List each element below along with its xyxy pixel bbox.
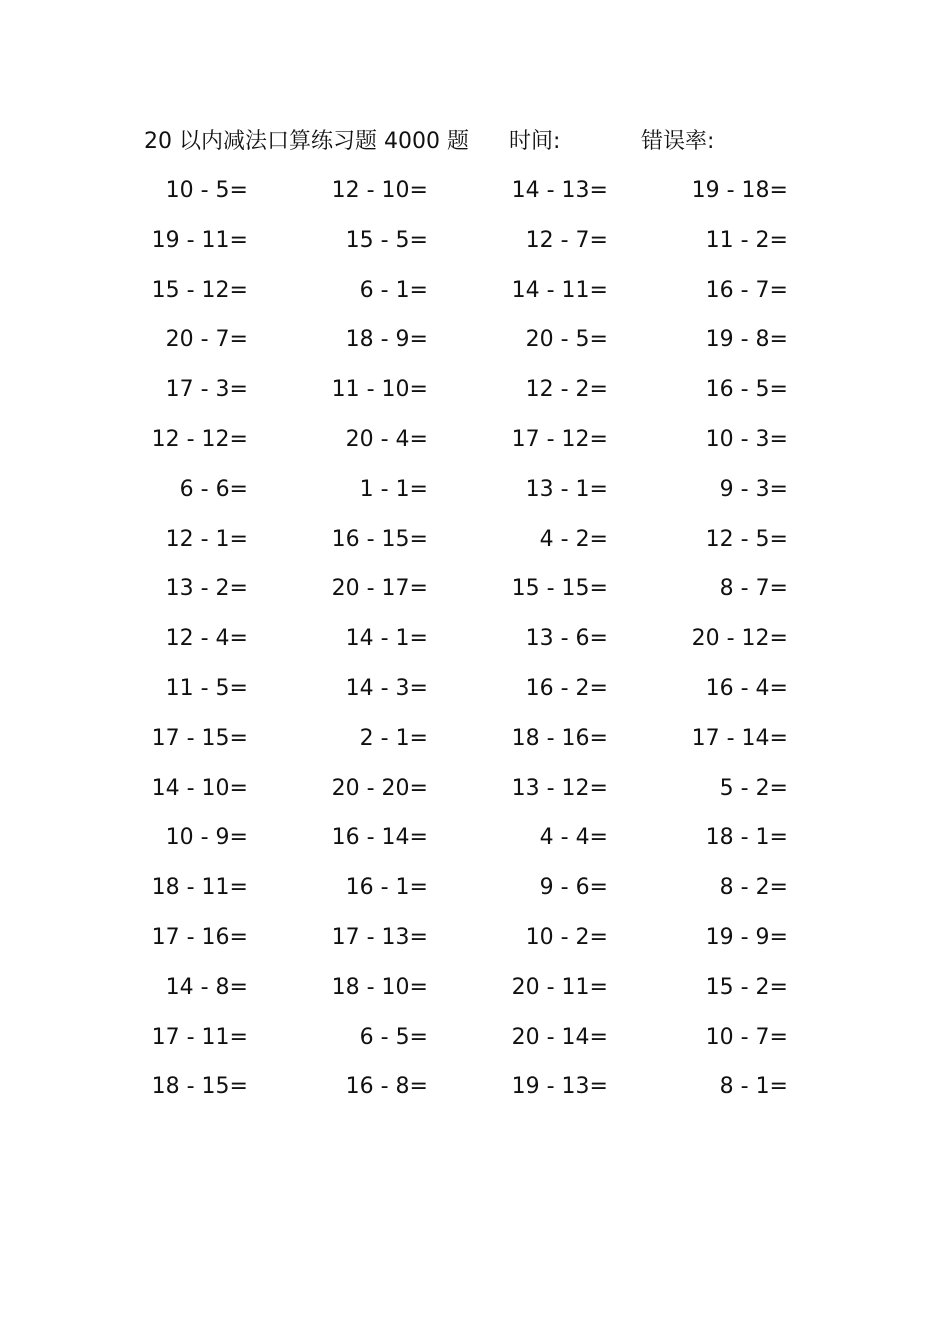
problem-item: 5 - 2=	[719, 775, 788, 801]
problem-item: 10 - 9=	[165, 825, 248, 851]
problem-item: 16 - 2=	[525, 675, 608, 701]
problem-row	[140, 422, 800, 472]
problem-item: 13 - 1=	[525, 476, 608, 502]
problem-item: 17 - 13=	[331, 924, 428, 950]
time-label: 时间:	[509, 129, 561, 154]
problem-row	[140, 671, 800, 721]
problem-item: 20 - 14=	[511, 1024, 608, 1050]
problem-row	[140, 621, 800, 671]
problem-item: 14 - 3=	[345, 675, 428, 701]
problem-item: 14 - 13=	[511, 178, 608, 203]
problem-item: 6 - 1=	[359, 277, 428, 303]
problem-item: 18 - 1=	[705, 825, 788, 851]
problem-item: 8 - 7=	[719, 576, 788, 602]
problem-item: 17 - 3=	[165, 377, 248, 403]
problem-item: 18 - 11=	[151, 875, 248, 901]
problem-item: 14 - 1=	[345, 626, 428, 652]
problem-item: 16 - 15=	[331, 526, 428, 552]
problem-item: 16 - 14=	[331, 825, 428, 851]
problem-row	[140, 322, 800, 372]
problem-item: 14 - 11=	[511, 277, 608, 303]
problem-item: 2 - 1=	[359, 725, 428, 751]
problem-item: 19 - 8=	[705, 327, 788, 353]
problem-row	[140, 820, 800, 870]
problem-item: 10 - 2=	[525, 924, 608, 950]
problem-item: 8 - 2=	[719, 875, 788, 901]
problem-item: 13 - 6=	[525, 626, 608, 652]
problem-item: 4 - 2=	[539, 526, 608, 552]
problem-row	[140, 273, 800, 323]
problem-item: 8 - 1=	[719, 1074, 788, 1100]
problem-item: 20 - 7=	[165, 327, 248, 353]
problem-item: 10 - 3=	[705, 426, 788, 452]
problem-item: 1 - 1=	[359, 476, 428, 502]
problem-item: 20 - 17=	[331, 576, 428, 602]
problem-item: 17 - 15=	[151, 725, 248, 751]
problem-item: 12 - 5=	[705, 526, 788, 552]
problem-item: 12 - 1=	[165, 526, 248, 552]
problem-item: 16 - 8=	[345, 1074, 428, 1100]
problem-item: 19 - 9=	[705, 924, 788, 950]
error-rate-label: 错误率:	[641, 129, 715, 154]
problem-item: 20 - 11=	[511, 974, 608, 1000]
problem-item: 18 - 16=	[511, 725, 608, 751]
problem-item: 19 - 18=	[691, 178, 788, 203]
problem-item: 6 - 5=	[359, 1024, 428, 1050]
problem-item: 15 - 2=	[705, 974, 788, 1000]
worksheet-title: 20 以内减法口算练习题 4000 题	[144, 129, 469, 154]
problem-item: 19 - 11=	[151, 227, 248, 253]
problem-item: 9 - 3=	[719, 476, 788, 502]
problem-item: 16 - 4=	[705, 675, 788, 701]
problem-item: 20 - 4=	[345, 426, 428, 452]
problem-item: 12 - 7=	[525, 227, 608, 253]
problem-row	[140, 1069, 800, 1119]
problem-item: 13 - 2=	[165, 576, 248, 602]
problem-item: 12 - 12=	[151, 426, 248, 452]
problem-row	[140, 472, 800, 522]
problem-item: 18 - 15=	[151, 1074, 248, 1100]
problem-row	[140, 870, 800, 920]
problem-item: 17 - 12=	[511, 426, 608, 452]
problem-row	[140, 571, 800, 621]
problem-item: 9 - 6=	[539, 875, 608, 901]
problem-item: 6 - 6=	[179, 476, 248, 502]
problem-row	[140, 372, 800, 422]
problem-grid	[140, 173, 800, 1119]
problem-row	[140, 920, 800, 970]
problem-row	[140, 522, 800, 572]
problem-row	[140, 970, 800, 1020]
problem-item: 12 - 10=	[331, 178, 428, 203]
problem-item: 12 - 2=	[525, 377, 608, 403]
problem-item: 10 - 7=	[705, 1024, 788, 1050]
problem-item: 14 - 10=	[151, 775, 248, 801]
problem-item: 15 - 12=	[151, 277, 248, 303]
problem-row	[140, 173, 800, 223]
problem-item: 18 - 9=	[345, 327, 428, 353]
problem-item: 15 - 15=	[511, 576, 608, 602]
problem-item: 17 - 11=	[151, 1024, 248, 1050]
problem-item: 18 - 10=	[331, 974, 428, 1000]
problem-item: 17 - 14=	[691, 725, 788, 751]
problem-item: 14 - 8=	[165, 974, 248, 1000]
problem-item: 10 - 5=	[165, 178, 248, 203]
worksheet-header	[144, 124, 784, 160]
problem-item: 11 - 5=	[165, 675, 248, 701]
problem-row	[140, 771, 800, 821]
problem-item: 20 - 20=	[331, 775, 428, 801]
problem-item: 16 - 1=	[345, 875, 428, 901]
problem-item: 20 - 5=	[525, 327, 608, 353]
problem-item: 12 - 4=	[165, 626, 248, 652]
problem-item: 15 - 5=	[345, 227, 428, 253]
problem-item: 11 - 2=	[705, 227, 788, 253]
problem-item: 11 - 10=	[331, 377, 428, 403]
problem-item: 20 - 12=	[691, 626, 788, 652]
problem-item: 13 - 12=	[511, 775, 608, 801]
problem-item: 17 - 16=	[151, 924, 248, 950]
problem-row	[140, 223, 800, 273]
problem-row	[140, 1020, 800, 1070]
problem-item: 16 - 5=	[705, 377, 788, 403]
problem-row	[140, 721, 800, 771]
problem-item: 19 - 13=	[511, 1074, 608, 1100]
problem-item: 16 - 7=	[705, 277, 788, 303]
problem-item: 4 - 4=	[539, 825, 608, 851]
